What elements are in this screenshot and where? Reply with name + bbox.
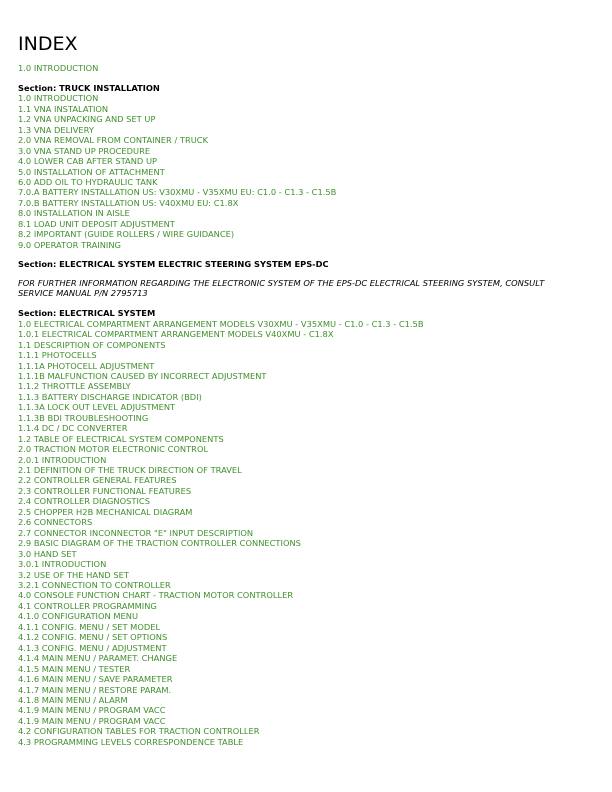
index-link[interactable]: 1.3 VNA DELIVERY	[18, 124, 94, 135]
index-link[interactable]: 4.1.9 MAIN MENU / PROGRAM VACC	[18, 715, 166, 726]
index-link[interactable]: 1.1.4 DC / DC CONVERTER	[18, 423, 128, 434]
index-link[interactable]: 2.0 TRACTION MOTOR ELECTRONIC CONTROL	[18, 444, 209, 455]
index-link[interactable]: 3.0.1 INTRODUCTION	[18, 559, 107, 570]
index-link[interactable]: 1.1.1 PHOTOCELLS	[18, 350, 97, 361]
intro-link[interactable]: 1.0 INTRODUCTION	[18, 63, 99, 73]
index-link[interactable]: 4.1.5 MAIN MENU / TESTER	[18, 663, 131, 674]
steering-note: FOR FURTHER INFORMATION REGARDING THE ELECTRONIC SYSTEM OF THE EPS-DC ELECTRICAL STEERING SYSTEM, CONSULT SERVICE MANUAL P/N 2795713	[18, 278, 545, 299]
section-heading: Section: ELECTRICAL SYSTEM ELECTRIC STEERING SYSTEM EPS-DC	[18, 258, 329, 269]
index-link[interactable]: 1.1.3 BATTERY DISCHARGE INDICATOR (BDI)	[18, 391, 202, 402]
index-link[interactable]: 8.2 IMPORTANT (GUIDE ROLLERS / WIRE GUIDANCE)	[18, 229, 235, 240]
index-link[interactable]: 4.0 CONSOLE FUNCTION CHART - TRACTION MOTOR CONTROLLER	[18, 590, 294, 601]
section-link-list	[18, 319, 598, 748]
section-heading: Section: ELECTRICAL SYSTEM	[18, 308, 156, 319]
index-link[interactable]: 4.1.8 MAIN MENU / ALARM	[18, 695, 128, 705]
index-link[interactable]: 3.0 VNA STAND UP PROCEDURE	[18, 145, 151, 156]
index-link[interactable]: 1.0 INTRODUCTION	[18, 93, 99, 104]
index-link[interactable]: 4.0 LOWER CAB AFTER STAND UP	[18, 156, 158, 167]
index-link[interactable]: 1.0.1 ELECTRICAL COMPARTMENT ARRANGEMENT MODELS V40XMU - C1.8X	[18, 329, 334, 340]
index-link[interactable]: 1.1.3B BDI TROUBLESHOOTING	[18, 412, 149, 423]
index-link[interactable]: 8.1 LOAD UNIT DEPOSIT ADJUSTMENT	[18, 218, 175, 229]
index-link[interactable]: 4.1.2 CONFIG. MENU / SET OPTIONS	[18, 632, 168, 643]
section-truck-installation	[18, 83, 598, 250]
page-title: INDEX	[18, 33, 78, 55]
section-link-list	[18, 93, 598, 250]
index-link[interactable]: 4.2 CONFIGURATION TABLES FOR TRACTION CONTROLLER	[18, 726, 260, 737]
index-link[interactable]: 1.1 DESCRIPTION OF COMPONENTS	[18, 339, 166, 350]
index-link[interactable]: 5.0 INSTALLATION OF ATTACHMENT	[18, 166, 165, 177]
index-link[interactable]: 3.0 HAND SET	[18, 548, 77, 559]
index-link[interactable]: 2.2 CONTROLLER GENERAL FEATURES	[18, 475, 177, 486]
index-link[interactable]: 4.1.3 CONFIG. MENU / ADJUSTMENT	[18, 642, 167, 653]
index-link[interactable]: 2.9 BASIC DIAGRAM OF THE TRACTION CONTROLLER CONNECTIONS	[18, 538, 301, 549]
index-link[interactable]: 9.0 OPERATOR TRAINING	[18, 239, 121, 250]
index-link[interactable]: 6.0 ADD OIL TO HYDRAULIC TANK	[18, 177, 158, 188]
section-heading: Section: TRUCK INSTALLATION	[18, 82, 160, 93]
index-link[interactable]: 3.2 USE OF THE HAND SET	[18, 569, 129, 580]
index-link[interactable]: 2.3 CONTROLLER FUNCTIONAL FEATURES	[18, 485, 192, 496]
index-link[interactable]: 4.1.0 CONFIGURATION MENU	[18, 611, 139, 622]
index-link[interactable]: 2.0 VNA REMOVAL FROM CONTAINER / TRUCK	[18, 135, 209, 146]
index-link[interactable]: 1.1.2 THROTTLE ASSEMBLY	[18, 381, 131, 392]
index-link[interactable]: 4.1.7 MAIN MENU / RESTORE PARAM.	[18, 684, 172, 695]
index-link[interactable]: 1.1 VNA INSTALATION	[18, 103, 109, 114]
section-electrical-system	[18, 308, 598, 747]
index-link[interactable]: 2.0.1 INTRODUCTION	[18, 454, 107, 465]
index-link[interactable]: 2.1 DEFINITION OF THE TRUCK DIRECTION OF TRAVEL	[18, 465, 242, 476]
index-link[interactable]: 1.1.1A PHOTOCELL ADJUSTMENT	[18, 360, 155, 371]
index-link[interactable]: 1.2 VNA UNPACKING AND SET UP	[18, 114, 156, 125]
index-link[interactable]: 7.0.A BATTERY INSTALLATION US: V30XMU - V35XMU EU: C1.0 - C1.3 - C1.5B	[18, 187, 337, 198]
index-link[interactable]: 4.3 PROGRAMMING LEVELS CORRESPONDENCE TABLE	[18, 736, 244, 747]
index-page	[18, 33, 598, 756]
index-link[interactable]: 8.0 INSTALLATION IN AISLE	[18, 208, 130, 219]
index-link[interactable]: 7.0.B BATTERY INSTALLATION US: V40XMU EU: C1.8X	[18, 197, 239, 208]
index-link[interactable]: 4.1.4 MAIN MENU / PARAMET. CHANGE	[18, 653, 178, 664]
index-link[interactable]: 1.2 TABLE OF ELECTRICAL SYSTEM COMPONENTS	[18, 433, 224, 444]
index-link[interactable]: 3.2.1 CONNECTION TO CONTROLLER	[18, 580, 171, 591]
index-link[interactable]: 1.1.1B MALFUNCTION CAUSED BY INCORRECT ADJUSTMENT	[18, 370, 267, 381]
index-link[interactable]: 4.1.6 MAIN MENU / SAVE PARAMETER	[18, 674, 173, 685]
index-link[interactable]: 4.1 CONTROLLER PROGRAMMING	[18, 600, 157, 611]
section-electric-steering	[18, 259, 598, 269]
index-link[interactable]: 4.1.1 CONFIG. MENU / SET MODEL	[18, 621, 161, 632]
index-link[interactable]: 1.1.3A LOCK OUT LEVEL ADJUSTMENT	[18, 402, 176, 413]
index-link[interactable]: 4.1.9 MAIN MENU / PROGRAM VACC	[18, 705, 166, 716]
index-link[interactable]: 1.0 ELECTRICAL COMPARTMENT ARRANGEMENT MODELS V30XMU - V35XMU - C1.0 - C1.3 - C1.5B	[18, 318, 424, 329]
index-link[interactable]: 2.7 CONNECTOR INCONNECTOR "E" INPUT DESCRIPTION	[18, 527, 254, 538]
index-link[interactable]: 2.5 CHOPPER H2B MECHANICAL DIAGRAM	[18, 506, 193, 517]
index-link[interactable]: 2.6 CONNECTORS	[18, 517, 93, 528]
index-link[interactable]: 2.4 CONTROLLER DIAGNOSTICS	[18, 496, 150, 507]
